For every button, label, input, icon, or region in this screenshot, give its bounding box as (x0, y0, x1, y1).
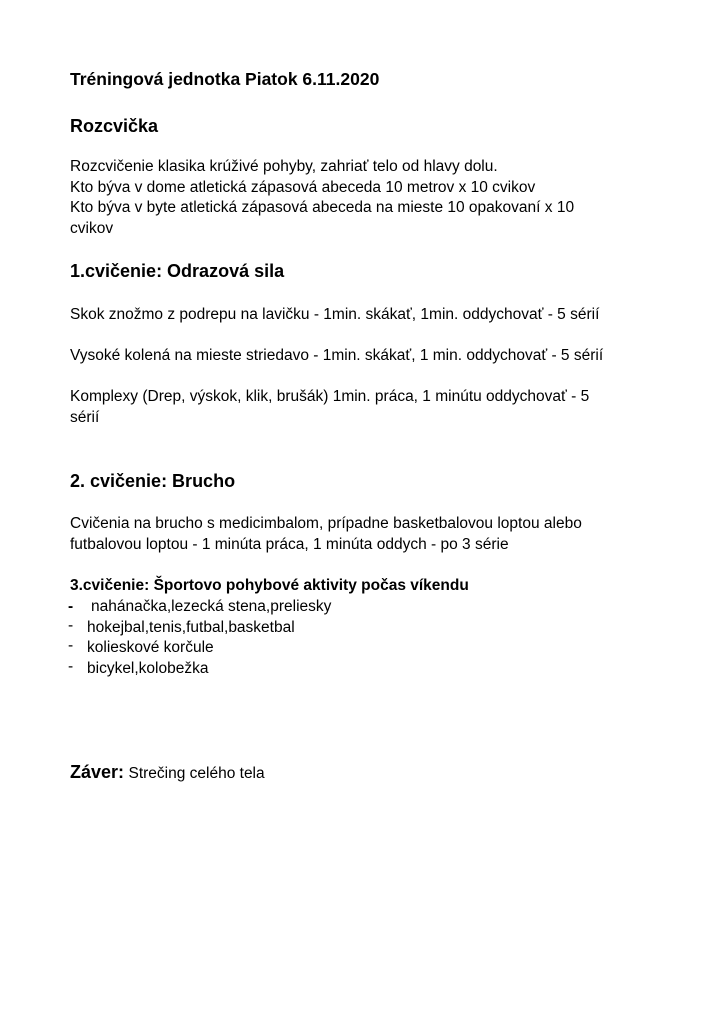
exercise2-line: futbalovou loptou - 1 minúta práca, 1 minúta oddych - po 3 série (70, 535, 509, 553)
bullet-dash: - (68, 616, 74, 634)
warmup-line: cvikov (70, 219, 114, 237)
exercise2-line: Cvičenia na brucho s medicimbalom, prípadne basketbalovou loptou alebo (70, 515, 582, 532)
bullet-dash: - (68, 657, 74, 675)
exercise1-heading: 1.cvičenie: Odrazová sila (70, 261, 285, 281)
exercise2-text (70, 514, 670, 555)
list-item (68, 597, 331, 618)
exercise1-item-knees (70, 346, 670, 367)
conclusion (70, 762, 265, 783)
exercise1-item-text: Vysoké kolená na mieste striedavo - 1min. skákať, 1 min. oddychovať - 5 sérií (70, 347, 604, 364)
warmup-line: Kto býva v dome atletická zápasová abeceda 10 metrov x 10 cvikov (70, 178, 536, 196)
conclusion-text: Strečing celého tela (128, 765, 265, 782)
list-item (68, 638, 331, 659)
list-item (68, 659, 331, 680)
exercise1-item-text: sérií (70, 408, 100, 426)
warmup-text (70, 157, 670, 239)
activities-list (68, 597, 331, 679)
exercise1-item-jump (70, 305, 670, 326)
list-item-text: kolieskové korčule (87, 639, 214, 656)
list-item-text: hokejbal,tenis,futbal,basketbal (87, 618, 295, 636)
document-title: Tréningová jednotka Piatok 6.11.2020 (70, 69, 380, 89)
exercise1-item-complex (70, 387, 670, 428)
exercise2-heading: 2. cvičenie: Brucho (70, 471, 236, 491)
exercise1-item-text: Komplexy (Drep, výskok, klik, brušák) 1min. práca, 1 minútu oddychovať - 5 (70, 388, 590, 405)
list-item (68, 618, 331, 639)
bullet-dash: - (68, 598, 74, 615)
exercise1-item-text: Skok znožmo z podrepu na lavičku - 1min. skákať, 1min. oddychovať - 5 sérií (70, 306, 600, 323)
warmup-line: Kto býva v byte atletická zápasová abeceda na mieste 10 opakovaní x 10 (70, 199, 575, 216)
list-item-text: nahánačka,lezecká stena,preliesky (91, 598, 332, 615)
list-item-text: bicykel,kolobežka (87, 659, 209, 677)
bullet-dash: - (68, 637, 74, 654)
exercise3-heading: 3.cvičenie: Športovo pohybové aktivity počas víkendu (70, 577, 469, 594)
warmup-line: Rozcvičenie klasika krúživé pohyby, zahriať telo od hlavy dolu. (70, 158, 498, 175)
document-page (70, 0, 670, 1024)
conclusion-label: Záver: (70, 762, 125, 782)
warmup-heading: Rozcvička (70, 116, 159, 136)
